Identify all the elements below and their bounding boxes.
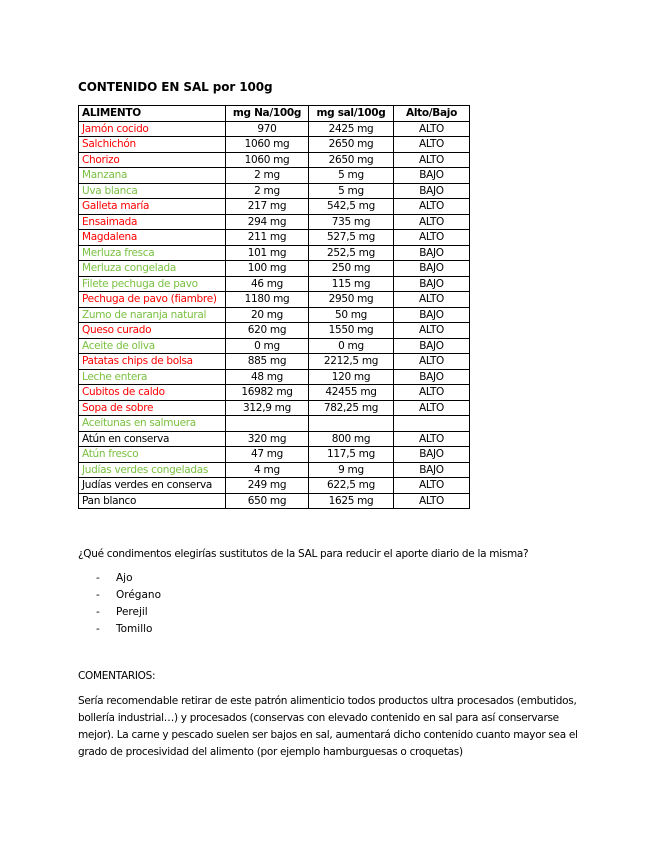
salt-cell: 117,5 mg — [309, 447, 394, 463]
level-cell: ALTO — [394, 137, 470, 153]
food-name-cell: Filete pechuga de pavo — [79, 276, 226, 292]
food-name-cell: Judías verdes en conserva — [79, 478, 226, 494]
level-cell: ALTO — [394, 431, 470, 447]
condiment-label: Orégano — [116, 589, 161, 601]
level-cell: BAJO — [394, 183, 470, 199]
sodium-cell — [226, 416, 309, 432]
sodium-cell: 620 mg — [226, 323, 309, 339]
food-name-cell: Cubitos de caldo — [79, 385, 226, 401]
sodium-cell: 16982 mg — [226, 385, 309, 401]
level-cell: BAJO — [394, 168, 470, 184]
comments-heading: COMENTARIOS: — [78, 670, 156, 682]
sodium-cell: 970 — [226, 121, 309, 137]
table-row — [79, 354, 470, 370]
sodium-cell: 1060 mg — [226, 152, 309, 168]
sodium-cell: 20 mg — [226, 307, 309, 323]
sodium-cell: 101 mg — [226, 245, 309, 261]
food-name-cell: Atún en conserva — [79, 431, 226, 447]
salt-cell: 5 mg — [309, 168, 394, 184]
level-cell: ALTO — [394, 385, 470, 401]
header-mg-sal: mg sal/100g — [309, 106, 394, 122]
sodium-cell: 320 mg — [226, 431, 309, 447]
level-cell: ALTO — [394, 152, 470, 168]
list-item — [96, 621, 161, 638]
table-row — [79, 462, 470, 478]
salt-cell — [309, 416, 394, 432]
level-cell: ALTO — [394, 478, 470, 494]
table-row — [79, 199, 470, 215]
salt-cell: 1550 mg — [309, 323, 394, 339]
level-cell: BAJO — [394, 338, 470, 354]
salt-cell: 252,5 mg — [309, 245, 394, 261]
food-name-cell: Leche entera — [79, 369, 226, 385]
table-row — [79, 385, 470, 401]
table-row — [79, 152, 470, 168]
condiment-label: Tomillo — [116, 623, 153, 635]
header-alto-bajo: Alto/Bajo — [394, 106, 470, 122]
bullet-dash: - — [96, 589, 100, 601]
salt-cell: 2212,5 mg — [309, 354, 394, 370]
sodium-cell: 650 mg — [226, 493, 309, 509]
sodium-cell: 211 mg — [226, 230, 309, 246]
sodium-cell: 47 mg — [226, 447, 309, 463]
table-body — [79, 121, 470, 509]
list-item — [96, 587, 161, 604]
table-row — [79, 168, 470, 184]
table-row — [79, 261, 470, 277]
level-cell: ALTO — [394, 323, 470, 339]
food-name-cell: Salchichón — [79, 137, 226, 153]
table-row — [79, 183, 470, 199]
salt-cell: 1625 mg — [309, 493, 394, 509]
table-row — [79, 338, 470, 354]
food-name-cell: Queso curado — [79, 323, 226, 339]
table-row — [79, 493, 470, 509]
level-cell: ALTO — [394, 354, 470, 370]
salt-cell: 2650 mg — [309, 152, 394, 168]
sodium-cell: 294 mg — [226, 214, 309, 230]
sodium-cell: 0 mg — [226, 338, 309, 354]
table-row — [79, 431, 470, 447]
level-cell: ALTO — [394, 121, 470, 137]
salt-cell: 800 mg — [309, 431, 394, 447]
list-item — [96, 604, 161, 621]
sodium-cell: 100 mg — [226, 261, 309, 277]
food-name-cell: Judías verdes congeladas — [79, 462, 226, 478]
sodium-cell: 46 mg — [226, 276, 309, 292]
table-row — [79, 400, 470, 416]
level-cell: BAJO — [394, 462, 470, 478]
sodium-cell: 2 mg — [226, 168, 309, 184]
food-name-cell: Chorizo — [79, 152, 226, 168]
table-row — [79, 478, 470, 494]
table-row — [79, 121, 470, 137]
level-cell: BAJO — [394, 276, 470, 292]
food-name-cell: Manzana — [79, 168, 226, 184]
salt-content-table — [78, 105, 470, 509]
sodium-cell: 312,9 mg — [226, 400, 309, 416]
sodium-cell: 249 mg — [226, 478, 309, 494]
table-row — [79, 214, 470, 230]
table-row — [79, 245, 470, 261]
condiments-question: ¿Qué condimentos elegirías sustitutos de la SAL para reducir el aporte diario de la misma? — [78, 548, 529, 560]
level-cell: BAJO — [394, 369, 470, 385]
sodium-cell: 885 mg — [226, 354, 309, 370]
comments-paragraph: Sería recomendable retirar de este patrón alimenticio todos productos ultra procesados (embutidos, bollería industrial…) y procesados (conservas con elevado contenido en sal para así conservarse mejor). La carne y pescado suelen ser bajos en sal, aumentará dicho contenido cuanto mayor sea el grado de procesividad del alimento (por ejemplo hamburguesas o croquetas) — [78, 695, 578, 758]
sodium-cell: 217 mg — [226, 199, 309, 215]
salt-cell: 782,25 mg — [309, 400, 394, 416]
bullet-dash: - — [96, 606, 100, 618]
food-name-cell: Aceite de oliva — [79, 338, 226, 354]
table-row — [79, 416, 470, 432]
table-row — [79, 276, 470, 292]
table-row — [79, 369, 470, 385]
food-name-cell: Zumo de naranja natural — [79, 307, 226, 323]
page-title: CONTENIDO EN SAL por 100g — [78, 80, 273, 94]
food-name-cell: Patatas chips de bolsa — [79, 354, 226, 370]
food-name-cell: Galleta maría — [79, 199, 226, 215]
condiment-label: Perejil — [116, 606, 148, 618]
level-cell: ALTO — [394, 214, 470, 230]
condiment-list — [96, 570, 161, 638]
salt-cell: 527,5 mg — [309, 230, 394, 246]
bullet-dash: - — [96, 623, 100, 635]
food-name-cell: Pechuga de pavo (fiambre) — [79, 292, 226, 308]
salt-cell: 622,5 mg — [309, 478, 394, 494]
salt-cell: 50 mg — [309, 307, 394, 323]
level-cell: BAJO — [394, 307, 470, 323]
level-cell: ALTO — [394, 292, 470, 308]
food-name-cell: Ensaimada — [79, 214, 226, 230]
salt-cell: 2950 mg — [309, 292, 394, 308]
food-name-cell: Pan blanco — [79, 493, 226, 509]
salt-cell: 115 mg — [309, 276, 394, 292]
header-alimento: ALIMENTO — [79, 106, 226, 122]
salt-cell: 542,5 mg — [309, 199, 394, 215]
level-cell: ALTO — [394, 199, 470, 215]
food-name-cell: Jamón cocido — [79, 121, 226, 137]
sodium-cell: 1180 mg — [226, 292, 309, 308]
level-cell: ALTO — [394, 493, 470, 509]
sodium-cell: 2 mg — [226, 183, 309, 199]
food-name-cell: Magdalena — [79, 230, 226, 246]
level-cell — [394, 416, 470, 432]
table-row — [79, 323, 470, 339]
salt-cell: 0 mg — [309, 338, 394, 354]
food-name-cell: Aceitunas en salmuera — [79, 416, 226, 432]
salt-cell: 2650 mg — [309, 137, 394, 153]
sodium-cell: 48 mg — [226, 369, 309, 385]
level-cell: BAJO — [394, 261, 470, 277]
salt-cell: 120 mg — [309, 369, 394, 385]
level-cell: ALTO — [394, 400, 470, 416]
salt-cell: 5 mg — [309, 183, 394, 199]
food-name-cell: Atún fresco — [79, 447, 226, 463]
food-name-cell: Sopa de sobre — [79, 400, 226, 416]
list-item — [96, 570, 161, 587]
salt-cell: 2425 mg — [309, 121, 394, 137]
table-header-row — [79, 106, 470, 122]
table-row — [79, 307, 470, 323]
food-name-cell: Uva blanca — [79, 183, 226, 199]
bullet-dash: - — [96, 572, 100, 584]
sodium-cell: 1060 mg — [226, 137, 309, 153]
level-cell: BAJO — [394, 245, 470, 261]
level-cell: ALTO — [394, 230, 470, 246]
food-name-cell: Merluza fresca — [79, 245, 226, 261]
table-row — [79, 230, 470, 246]
food-name-cell: Merluza congelada — [79, 261, 226, 277]
table-row — [79, 292, 470, 308]
salt-cell: 9 mg — [309, 462, 394, 478]
salt-cell: 42455 mg — [309, 385, 394, 401]
table-row — [79, 137, 470, 153]
table-row — [79, 447, 470, 463]
level-cell: BAJO — [394, 447, 470, 463]
sodium-cell: 4 mg — [226, 462, 309, 478]
condiment-label: Ajo — [116, 572, 133, 584]
salt-cell: 735 mg — [309, 214, 394, 230]
header-mg-na: mg Na/100g — [226, 106, 309, 122]
salt-cell: 250 mg — [309, 261, 394, 277]
